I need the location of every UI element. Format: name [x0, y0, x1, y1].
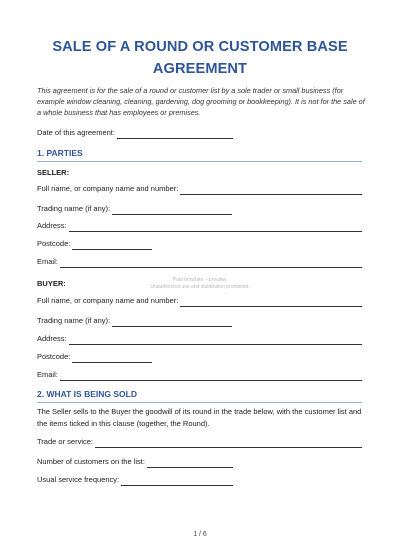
buyer-trading-label: Trading name (if any): [37, 316, 111, 325]
seller-name-field[interactable] [180, 186, 362, 195]
seller-address-row [37, 220, 362, 232]
buyer-email-row [37, 369, 362, 381]
customers-row [37, 456, 362, 468]
section-heading-what-is-sold: 2. WHAT IS BEING SOLD [37, 389, 137, 399]
date-label: Date of this agreement: [37, 128, 115, 137]
seller-address-field[interactable] [69, 223, 362, 232]
seller-trading-label: Trading name (if any): [37, 204, 111, 213]
frequency-row [37, 474, 362, 486]
page-title: SALE OF A ROUND OR CUSTOMER BASE AGREEMENT [52, 39, 348, 77]
frequency-label: Usual service frequency: [37, 475, 120, 484]
seller-email-label: Email: [37, 257, 58, 266]
seller-postcode-field[interactable] [72, 241, 152, 250]
seller-trading-field[interactable] [112, 206, 232, 215]
section-divider [37, 402, 362, 403]
buyer-email-label: Email: [37, 370, 58, 379]
seller-name-label: Full name, or company name and number: [37, 184, 179, 193]
trade-label: Trade or service: [37, 437, 93, 446]
seller-heading: SELLER: [37, 168, 70, 177]
trade-field[interactable] [95, 439, 362, 448]
seller-address-label: Address: [37, 221, 67, 230]
seller-email-field[interactable] [60, 259, 362, 268]
date-field[interactable] [117, 130, 233, 139]
intro-paragraph: This agreement is for the sale of a round or customer list by a sole trader or small business (for example window cleaning, cleaning, gardening, dog grooming or bookkeeping). It is not for the sale of a whole business that has employees or premises. [37, 86, 365, 118]
preview-watermark [120, 277, 280, 290]
buyer-trading-field[interactable] [112, 318, 232, 327]
customers-field[interactable] [147, 459, 233, 468]
buyer-email-field[interactable] [60, 372, 362, 381]
seller-trading-row [37, 203, 362, 215]
page-number: 1 / 6 [193, 531, 207, 538]
buyer-name-row [37, 295, 362, 307]
seller-name-row [37, 183, 362, 195]
buyer-address-row [37, 333, 362, 345]
watermark-line: Paid template – preview. [172, 277, 228, 283]
buyer-heading: BUYER: [37, 279, 66, 288]
buyer-trading-row [37, 315, 362, 327]
buyer-name-label: Full name, or company name and number: [37, 296, 179, 305]
frequency-field[interactable] [121, 477, 233, 486]
section2-paragraph: The Seller sells to the Buyer the goodwill of its round in the trade below, with the customer list and the items ticked in this clause (together, the Round). [37, 407, 362, 428]
trade-row [37, 436, 362, 448]
section-heading-parties: 1. PARTIES [37, 148, 83, 158]
buyer-name-field[interactable] [180, 298, 362, 307]
date-row [37, 127, 362, 139]
customers-label: Number of customers on the list: [37, 457, 145, 466]
buyer-address-label: Address: [37, 334, 67, 343]
buyer-postcode-row [37, 351, 362, 363]
buyer-postcode-field[interactable] [72, 354, 152, 363]
seller-postcode-label: Postcode: [37, 239, 71, 248]
buyer-postcode-label: Postcode: [37, 352, 71, 361]
section-divider [37, 161, 362, 162]
watermark-line: Unauthorized use and distribution prohibited. [150, 283, 250, 290]
seller-postcode-row [37, 238, 362, 250]
buyer-address-field[interactable] [69, 336, 362, 345]
seller-email-row [37, 256, 362, 268]
